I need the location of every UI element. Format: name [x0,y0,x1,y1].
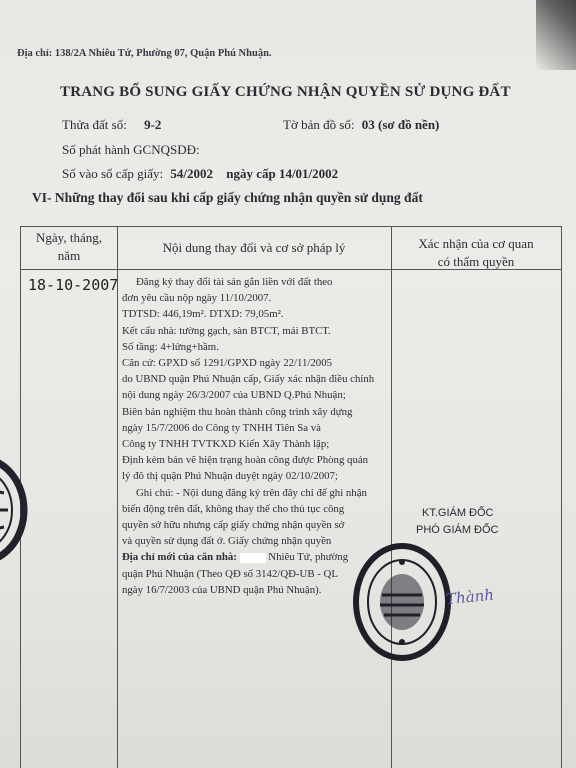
content-line: ngày 15/7/2006 do Công ty TNHH Tiên Sa và [122,421,321,434]
content-line: đơn yêu cầu nộp ngày 11/10/2007. [122,292,272,305]
entry-content [122,274,384,598]
col-header-date: Ngày, tháng, năm [36,230,102,263]
so-vao-so-label: Số vào sổ cấp giấy: [62,166,164,181]
content-line: Công ty TNHH TVTKXD Kiến Xây Thành lập; [122,438,330,451]
new-address-line [122,549,384,565]
content-line: Số tầng: 4+lửng+hầm. [122,340,219,353]
official-stamp-icon [352,540,452,665]
content-line: Kết cấu nhà: tường gạch, sàn BTCT, mái BTCT. [122,324,331,337]
new-address-label: Địa chỉ mới của căn nhà: [122,551,237,564]
column-divider [391,227,392,768]
content-line: Căn cứ: GPXD số 1291/GPXD ngày 22/11/2005 [122,357,332,370]
new-address-line: quận Phú Nhuận (Theo QĐ số 3142/QĐ-UB - QL [122,567,338,580]
col-header-content: Nội dung thay đổi và cơ sở pháp lý [162,240,346,255]
ngay-cap: ngày cấp 14/01/2002 [226,166,339,181]
column-divider [117,227,118,768]
thua-dat-value: 9-2 [144,117,162,132]
content-line: Ghi chú: - Nội dung đăng ký trên đây chỉ để ghi nhận [136,486,367,499]
content-line: Định kèm bản vẽ hiện trạng hoàn công được Phòng quản [122,454,369,467]
partial-seal-icon [0,455,28,565]
page-corner-shadow [536,0,576,70]
content-line: biến động trên đất, không thay thế cho thủ tục công [122,502,345,515]
to-ban-do-value: 03 (sơ đồ nền) [361,117,440,132]
new-address-value: Nhiêu Tứ, phường [268,551,349,564]
page-title: TRANG BỔ SUNG GIẤY CHỨNG NHẬN QUYỀN SỬ DỤNG ĐẤT [60,84,511,100]
col-header-approval: Xác nhận của cơ quan có thẩm quyền [418,236,534,269]
thua-dat-row [62,117,161,133]
header-address: Địa chỉ: 138/2A Nhiêu Tứ, Phường 07, Quận Phú Nhuận. [17,48,272,59]
content-line: Biên bản nghiệm thu hoàn thành công trình xây dựng [122,405,353,418]
entry-date: 18-10-2007 [28,276,119,294]
redacted-block [240,553,266,563]
so-vao-so-row [62,166,338,182]
content-line: TDTSD: 446,19m². DTXD: 79,05m². [122,308,284,321]
so-vao-so-value: 54/2002 [170,166,213,181]
content-line: do UBND quận Phú Nhuận cấp, Giấy xác nhận điều chỉnh [122,373,375,386]
to-ban-do-label: Tờ bản đồ số: [283,117,355,132]
thua-dat-label: Thửa đất số: [62,117,127,132]
content-line: lý đô thị quận Phú Nhuận duyệt ngày 02/10/2007; [122,470,338,483]
content-line: và quyền sử dụng đất ở. Giấy chứng nhận quyền [122,535,332,548]
approval-subtitle: PHÓ GIÁM ĐỐC [416,524,499,536]
to-ban-do-row [283,117,439,133]
content-line: nội dung ngày 26/3/2007 của UBND Q.Phú Nhuận; [122,389,346,402]
so-phat-hanh: Số phát hành GCNQSDĐ: [62,142,200,157]
approval-title: KT.GIÁM ĐỐC [422,507,494,519]
section-title: VI- Những thay đổi sau khi cấp giấy chứng nhận quyền sử dụng đất [32,190,423,205]
content-line: quyền sở hữu nhưng cấp giấy chứng nhận quyền sở [122,519,345,532]
content-line: Đăng ký thay đổi tài sản gắn liền với đất theo [136,276,333,288]
new-address-line: ngày 16/7/2003 của UBND quận Phú Nhuận). [122,583,322,596]
signature: Thành [445,585,495,609]
